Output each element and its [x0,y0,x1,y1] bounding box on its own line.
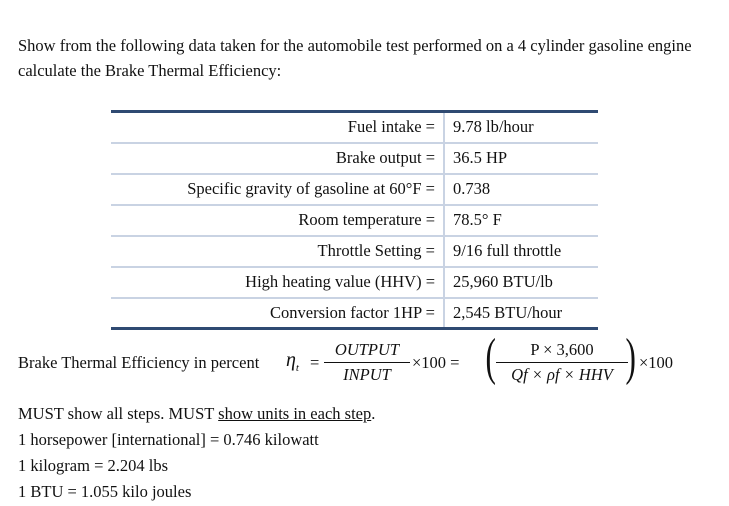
eta-letter: η [286,349,296,371]
formula-lead-text: Brake Thermal Efficiency in percent [18,353,260,372]
efficiency-formula [18,329,718,395]
row-value: 0.738 [444,174,598,205]
output-input-fraction [324,340,410,385]
note-line: 1 BTU = 1.055 kilo joules [18,482,192,501]
fraction-numerator: P × 3,600 [496,340,628,363]
row-value: 9/16 full throttle [444,236,598,267]
power-heat-fraction [496,340,628,385]
row-value: 36.5 HP [444,143,598,174]
eta-subscript: t [295,362,299,374]
left-paren-icon: ( [485,329,496,386]
eta-symbol [286,349,299,374]
instructions-notes [18,401,375,505]
fraction-denominator: INPUT [343,365,391,384]
note-underlined-text: show units in each step [218,404,372,423]
note-line [18,401,375,427]
row-label: Throttle Setting = [111,236,444,267]
table-row [111,236,598,267]
right-paren-icon: ) [625,329,636,386]
times-100-equals: ×100 = [412,353,460,372]
table-row [111,112,598,143]
fraction-denominator: Qf × ρf × HHV [511,365,613,384]
table-row [111,267,598,298]
note-line: 1 kilogram = 2.204 lbs [18,456,169,475]
note-text: MUST show all steps. MUST [18,404,219,423]
row-label: Fuel intake = [111,112,444,143]
row-label: Specific gravity of gasoline at 60°F = [111,174,444,205]
table-row [111,143,598,174]
row-value: 25,960 BTU/lb [444,267,598,298]
problem-statement: Show from the following data taken for the automobile test performed on a 4 cylinder gasoline engine calculate the Brake Thermal Efficiency: [18,36,692,80]
row-label: Room temperature = [111,205,444,236]
note-line: 1 horsepower [international] = 0.746 kilowatt [18,430,319,449]
table-row [111,205,598,236]
table-row [111,174,598,205]
row-label: High heating value (HHV) = [111,267,444,298]
row-value: 78.5° F [444,205,598,236]
row-value: 2,545 BTU/hour [444,298,598,329]
times-100: ×100 [639,353,674,372]
row-value: 9.78 lb/hour [444,112,598,143]
equals-sign: = [310,353,320,372]
fraction-numerator: OUTPUT [324,340,410,363]
note-period: . [371,404,376,423]
test-data-table [111,110,598,330]
row-label: Conversion factor 1HP = [111,298,444,329]
table-row [111,298,598,329]
row-label: Brake output = [111,143,444,174]
